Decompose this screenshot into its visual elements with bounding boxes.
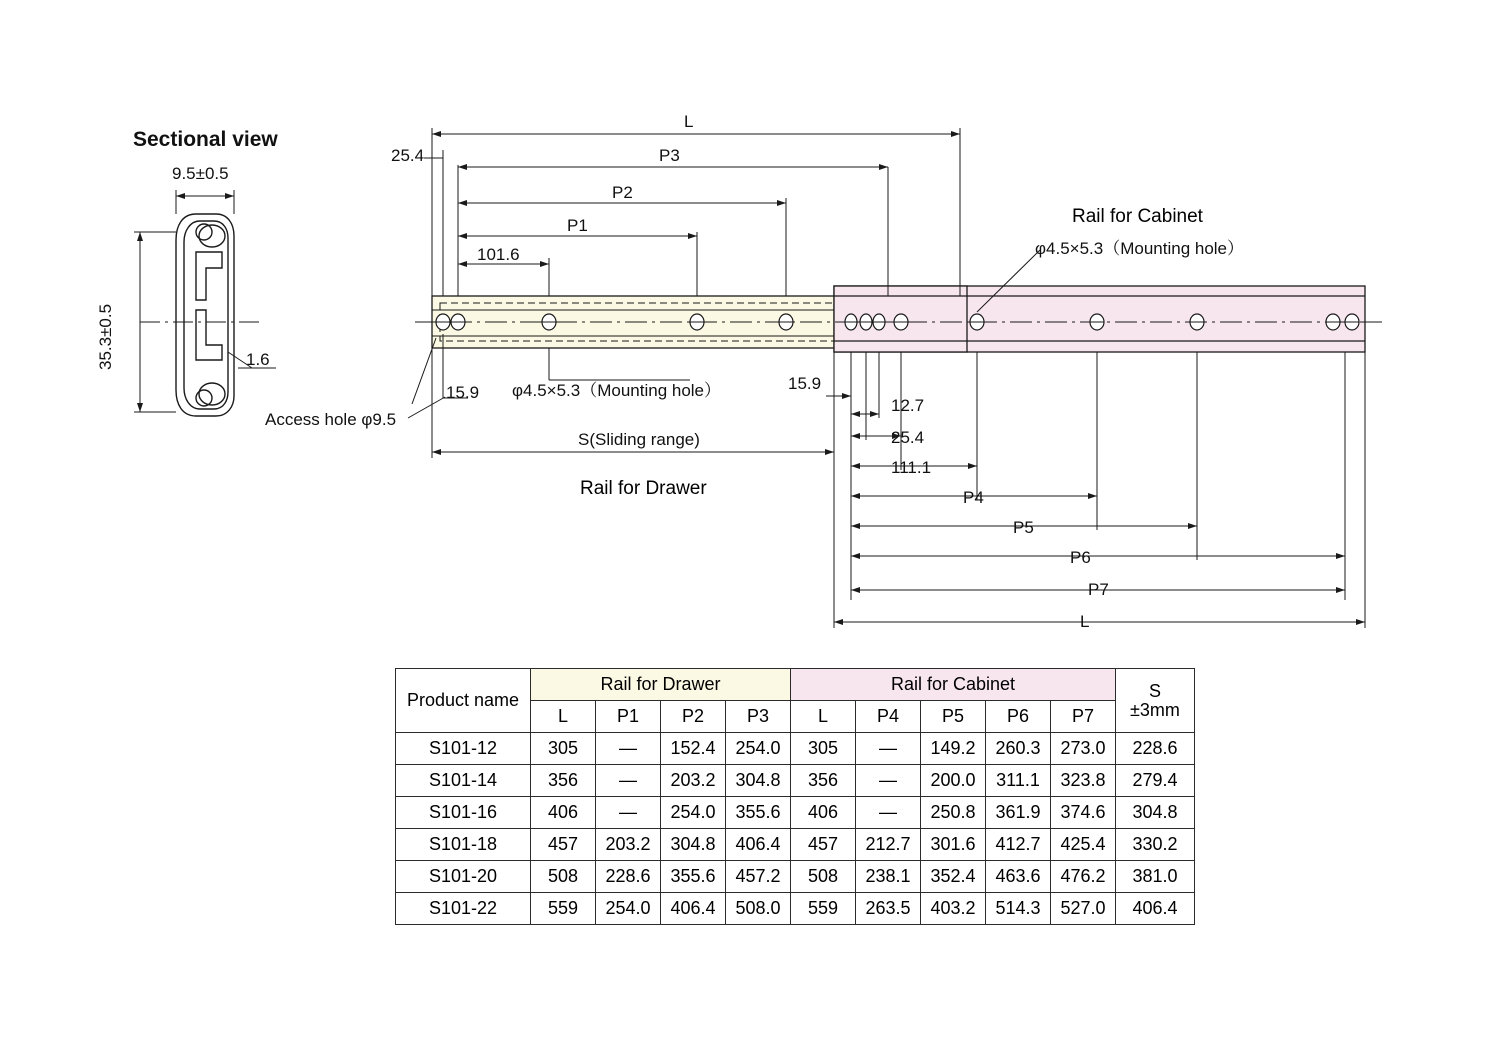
cell-cabinet-P5: 250.8 (921, 797, 986, 829)
header-product-name: Product name (396, 669, 531, 733)
cell-cabinet-P5: 352.4 (921, 861, 986, 893)
cell-s: 304.8 (1116, 797, 1195, 829)
cell-cabinet-P6: 260.3 (986, 733, 1051, 765)
sectional-view-graphic (140, 214, 262, 416)
cell-cabinet-P6: 463.6 (986, 861, 1051, 893)
cell-cabinet-L: 508 (791, 861, 856, 893)
cell-drawer-L: 559 (531, 893, 596, 925)
cell-cabinet-P7: 374.6 (1051, 797, 1116, 829)
header-drawer-P3: P3 (726, 701, 791, 733)
cell-drawer-P1: — (596, 797, 661, 829)
specification-table (395, 668, 1195, 925)
cell-drawer-P1: 254.0 (596, 893, 661, 925)
cell-drawer-P1: — (596, 765, 661, 797)
header-s-line2: ±3mm (1130, 699, 1180, 720)
cell-cabinet-P4: — (856, 797, 921, 829)
dim-cabinet-L: L (1080, 612, 1090, 631)
cell-cabinet-P4: 212.7 (856, 829, 921, 861)
drawer-mounting-hole-label: φ4.5×5.3（Mounting hole） (512, 381, 722, 400)
cell-product-name: S101-20 (396, 861, 531, 893)
header-cabinet-P7: P7 (1051, 701, 1116, 733)
cell-cabinet-P6: 361.9 (986, 797, 1051, 829)
cell-cabinet-P7: 323.8 (1051, 765, 1116, 797)
dim-cabinet-12p7: 12.7 (891, 396, 925, 415)
cell-cabinet-P5: 301.6 (921, 829, 986, 861)
cell-drawer-P2: 406.4 (661, 893, 726, 925)
header-drawer-L: L (531, 701, 596, 733)
cell-cabinet-P5: 403.2 (921, 893, 986, 925)
cell-product-name: S101-22 (396, 893, 531, 925)
table-row (396, 797, 1195, 829)
dim-cabinet-P7: P7 (1088, 580, 1109, 599)
cell-drawer-L: 406 (531, 797, 596, 829)
dim-cabinet-15p9: 15.9 (788, 374, 822, 393)
cell-s: 228.6 (1116, 733, 1195, 765)
cell-drawer-L: 508 (531, 861, 596, 893)
cell-drawer-L: 305 (531, 733, 596, 765)
cell-product-name: S101-16 (396, 797, 531, 829)
header-s (1116, 669, 1195, 733)
cell-drawer-P3: 355.6 (726, 797, 791, 829)
cell-drawer-P1: 228.6 (596, 861, 661, 893)
header-cabinet-P4: P4 (856, 701, 921, 733)
cell-drawer-P3: 457.2 (726, 861, 791, 893)
cell-cabinet-P4: 263.5 (856, 893, 921, 925)
table-row (396, 733, 1195, 765)
cell-drawer-P2: 203.2 (661, 765, 726, 797)
cell-s: 330.2 (1116, 829, 1195, 861)
header-drawer-P1: P1 (596, 701, 661, 733)
cell-s: 406.4 (1116, 893, 1195, 925)
dim-drawer-15p9: 15.9 (446, 383, 480, 402)
header-cabinet-P5: P5 (921, 701, 986, 733)
cell-cabinet-P7: 527.0 (1051, 893, 1116, 925)
cell-cabinet-P4: — (856, 765, 921, 797)
dim-height-35p3: 35.3±0.5 (96, 303, 115, 370)
cell-cabinet-P6: 311.1 (986, 765, 1051, 797)
cell-cabinet-P7: 476.2 (1051, 861, 1116, 893)
cell-cabinet-P4: — (856, 733, 921, 765)
cell-cabinet-P5: 149.2 (921, 733, 986, 765)
cell-drawer-P1: — (596, 733, 661, 765)
table-row (396, 829, 1195, 861)
dim-drawer-P1: P1 (567, 216, 588, 235)
cell-cabinet-P5: 200.0 (921, 765, 986, 797)
dim-cabinet-P5: P5 (1013, 518, 1034, 537)
cell-drawer-P2: 152.4 (661, 733, 726, 765)
dim-width-9p5: 9.5±0.5 (172, 164, 229, 183)
table-header-row-1 (396, 669, 1195, 701)
table-row (396, 893, 1195, 925)
cell-drawer-P2: 304.8 (661, 829, 726, 861)
header-drawer-P2: P2 (661, 701, 726, 733)
header-group-drawer: Rail for Drawer (531, 669, 791, 701)
cell-cabinet-P7: 425.4 (1051, 829, 1116, 861)
cell-drawer-P3: 254.0 (726, 733, 791, 765)
table-row (396, 765, 1195, 797)
header-cabinet-P6: P6 (986, 701, 1051, 733)
access-hole-label: Access hole φ9.5 (265, 410, 397, 429)
dim-cabinet-P4: P4 (963, 488, 984, 507)
dim-drawer-P2: P2 (612, 183, 633, 202)
cell-cabinet-P6: 514.3 (986, 893, 1051, 925)
drawer-dimension-lines (424, 128, 960, 296)
cell-drawer-P3: 304.8 (726, 765, 791, 797)
header-group-cabinet: Rail for Cabinet (791, 669, 1116, 701)
dim-cabinet-111p1: 111.1 (891, 458, 932, 477)
sliding-range-label: S(Sliding range) (578, 430, 700, 449)
cell-cabinet-L: 356 (791, 765, 856, 797)
cell-drawer-P3: 406.4 (726, 829, 791, 861)
rail-for-cabinet-callout: Rail for Cabinet (1072, 206, 1203, 227)
table-row (396, 861, 1195, 893)
cell-s: 279.4 (1116, 765, 1195, 797)
cell-drawer-P2: 355.6 (661, 861, 726, 893)
cell-drawer-L: 457 (531, 829, 596, 861)
rail-for-drawer-title: Rail for Drawer (580, 478, 707, 499)
dim-drawer-P3: P3 (659, 146, 680, 165)
cell-product-name: S101-12 (396, 733, 531, 765)
cell-cabinet-L: 457 (791, 829, 856, 861)
cell-drawer-P3: 508.0 (726, 893, 791, 925)
dim-drawer-L: L (684, 112, 694, 131)
cell-product-name: S101-14 (396, 765, 531, 797)
dim-thickness-1p6: 1.6 (246, 350, 270, 369)
cabinet-mounting-hole-label: φ4.5×5.3（Mounting hole） (1035, 239, 1245, 258)
cell-cabinet-L: 559 (791, 893, 856, 925)
sectional-view-title: Sectional view (133, 128, 278, 151)
cell-drawer-P2: 254.0 (661, 797, 726, 829)
dim-drawer-25p4: 25.4 (391, 146, 425, 165)
cell-drawer-P1: 203.2 (596, 829, 661, 861)
cell-s: 381.0 (1116, 861, 1195, 893)
dim-cabinet-P6: P6 (1070, 548, 1091, 567)
dim-drawer-101p6: 101.6 (477, 245, 520, 264)
cell-product-name: S101-18 (396, 829, 531, 861)
header-s-line1: S (1148, 680, 1161, 701)
dim-cabinet-25p4: 25.4 (891, 428, 925, 447)
cell-cabinet-P7: 273.0 (1051, 733, 1116, 765)
cell-cabinet-L: 305 (791, 733, 856, 765)
cell-cabinet-P6: 412.7 (986, 829, 1051, 861)
cell-cabinet-P4: 238.1 (856, 861, 921, 893)
cell-drawer-L: 356 (531, 765, 596, 797)
header-cabinet-L: L (791, 701, 856, 733)
cell-cabinet-L: 406 (791, 797, 856, 829)
